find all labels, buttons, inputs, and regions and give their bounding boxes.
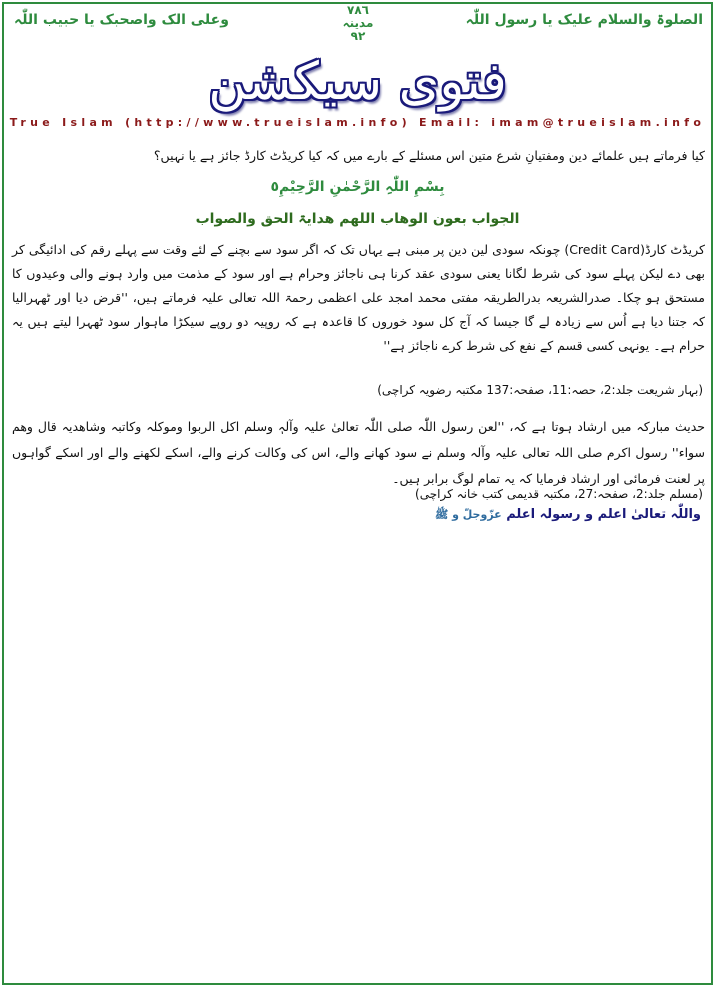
bismillah: بِسْمِ اللّٰہِ الرَّحْمٰنِ الرَّحِیْمِ٥ <box>270 179 445 195</box>
header-salutation-right: الصلوۃ والسلام علیک یا رسول اللّٰہ <box>465 12 703 28</box>
header-center-number-top: ٧٨٦ <box>347 3 369 17</box>
reference-1: (بہار شریعت جلد:2، حصہ:11، صفحہ:137 مکتبہ رضویہ کراچی) <box>377 383 703 397</box>
header-salutation-left: وعلی الک واصحبک یا حبیب اللّٰہ <box>14 12 229 28</box>
header-center-word: مدینہ <box>342 16 374 30</box>
question-text: کیا فرماتے ہیں علمائے دین ومفتیانِ شرع متین اس مسئلے کے بارے میں کہ کیا کریڈٹ کارڈ جائز ہے یا نہیں؟ <box>153 148 705 163</box>
closing-line <box>11 507 701 524</box>
header-center-emblem <box>328 4 388 43</box>
answer-heading: الجواب بعون الوھاب اللھم ھدایۃ الحق والصواب <box>195 211 520 227</box>
fatwa-page-frame <box>2 2 713 985</box>
page-title: فتوی سیکشن <box>208 52 507 112</box>
answer-paragraph-1: کریڈٹ کارڈ(Credit Card) چونکہ سودی لین دین پر مبنی ہے یہاں تک کہ اگر سود سے بچنے کے لئے وقت سے پہلے رقم کی ادائیگی کر بھی دے لیکن پہلے سود کی شرط لگانا یعنی سودی عقد کرنا ہی ناجائز وحرام ہے اور سود کے مذمت میں وارد ہونے والی وعیدوں کا مستحق ہو چکا۔ صدرالشریعہ بدرالطریقہ مفتی محمد امجد علی اعظمی رحمۃ اللہ تعالی علیہ فرماتے ہیں، ''قرض دیا اور ٹھہرالیا کہ جتنا دیا ہے اُس سے زیادہ لے گا جیسا کہ آج کل سود خوروں کا قاعدہ ہے کہ روپیہ دو روپے سیکڑا ماہوار سود ٹھہرا لیتے ہیں یہ حرام ہے۔ یونہی کسی قسم کے نفع کی شرط کرے ناجائز ہے'' <box>12 242 706 353</box>
closing-text: واللّٰہ تعالیٰ اعلم و رسولہ اعلم <box>506 507 701 522</box>
reference-2: (مسلم جلد:2، صفحہ:27، مکتبہ قدیمی کتب خانہ کراچی) <box>415 487 703 501</box>
closing-honorific-symbol: عزّوجلّ و ﷺ <box>434 508 502 521</box>
page-header <box>4 4 711 44</box>
header-center-number-bottom: ٩٢ <box>350 29 366 43</box>
site-contact-line: True Islam (http://www.trueislam.info) Email: imam@trueislam.info <box>9 116 706 129</box>
answer-paragraph-2: حدیث مبارکہ میں ارشاد ہوتا ہے کہ، ''لعن رسول اللّٰہ صلی اللّٰہ تعالیٰ علیہ وآلہٖ وسلم اکل الربوا وموکلہ وکاتبہ وشاھدیہ قال وھم سواء'' رسول اکرم صلی اللہ تعالی علیہ وآلہ وسلم نے سود کھانے والے، اس کی وکالت کرنے والے، اسکے لکھنے والے اور اسکے گواہوں پر لعنت فرمائی اور ارشاد فرمایا کہ یہ تمام لوگ برابر ہیں۔ <box>12 419 705 486</box>
